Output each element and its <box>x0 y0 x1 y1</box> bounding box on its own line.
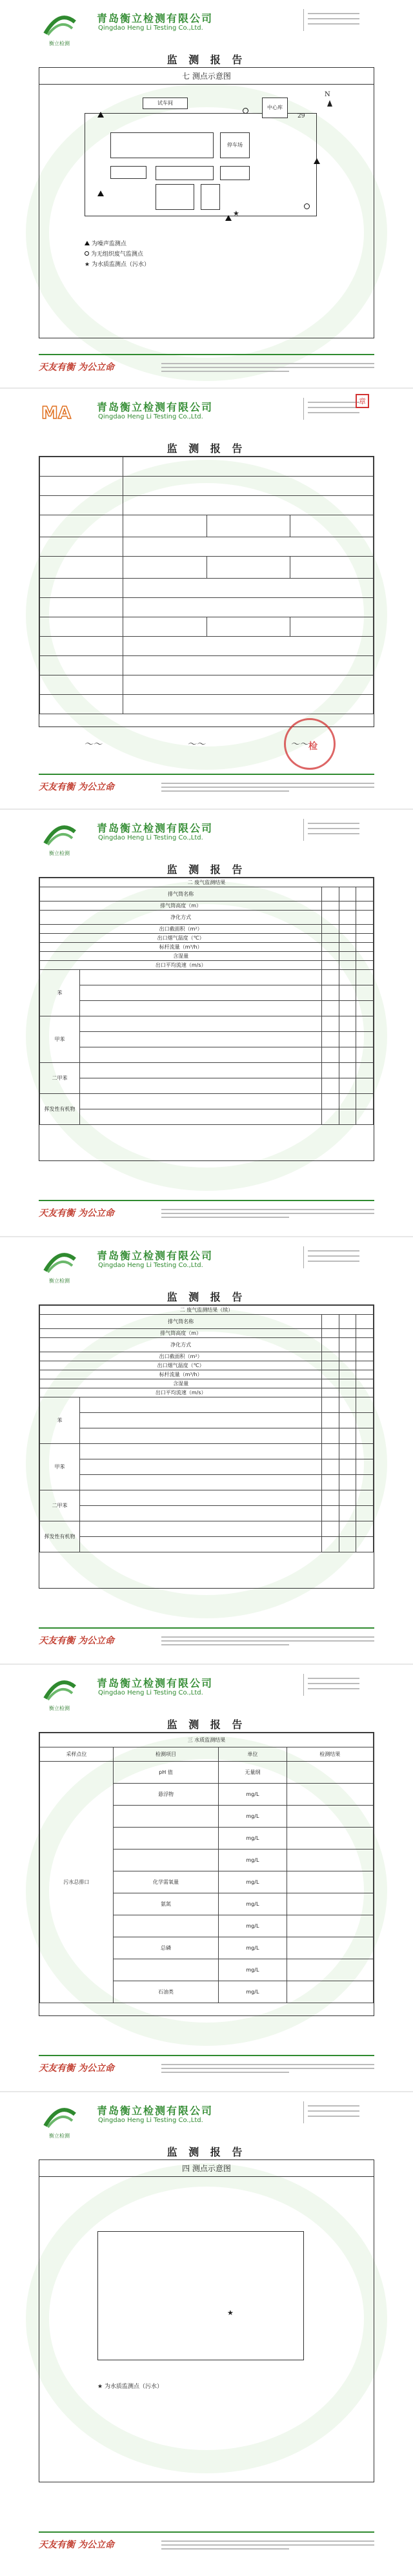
company-name-en: Qingdao Heng Li Testing Co.,Ltd. <box>98 413 203 420</box>
logo-icon <box>39 9 80 37</box>
company-logo <box>39 819 80 856</box>
company-name: 青岛衡立检测有限公司 <box>97 1677 214 1689</box>
page-footer <box>39 1627 374 1656</box>
company-logo <box>39 2101 80 2139</box>
map-building-8 <box>156 184 194 210</box>
north-arrow-icon <box>327 100 332 107</box>
footer-address <box>161 780 374 794</box>
content-frame <box>39 1732 374 2016</box>
sampling-point: 污水总排口 <box>40 1762 114 2003</box>
report-title: 监 测 报 告 <box>166 1291 247 1303</box>
footer-address <box>161 1206 374 1221</box>
report-title: 监 测 报 告 <box>166 863 247 876</box>
legend-item: ★ 为水质监测点（污水） <box>97 2384 163 2390</box>
page-footer <box>39 774 374 802</box>
footer-address <box>161 2061 374 2076</box>
footer-address <box>161 2538 374 2552</box>
gate-label: 29 <box>297 113 305 119</box>
footer-address <box>161 360 374 375</box>
cma-logo <box>39 398 80 431</box>
logo-text: 衡立检测 <box>49 1278 70 1284</box>
legend-item: ★ 为水质监测点（污水） <box>85 262 150 268</box>
page-header <box>39 1674 374 1713</box>
map-building-7 <box>220 166 250 180</box>
page-footer <box>39 2055 374 2083</box>
company-logo <box>39 1246 80 1284</box>
page-header <box>39 9 374 48</box>
map-building-1: 试车间 <box>143 98 188 109</box>
logo-text: 衡立检测 <box>49 850 70 856</box>
signature-2: 〜〜 <box>187 739 205 750</box>
map-building-5 <box>110 166 146 179</box>
svg-text:MA: MA <box>41 404 71 423</box>
section-title: 二 废气监测结果（续） <box>40 1306 374 1315</box>
report-page-6 <box>0 2092 413 2576</box>
content-frame <box>39 1304 374 1589</box>
gas-results-table-continued: 二 废气监测结果（续） 排气筒名称 排气筒高度（m） 净化方式 出口截面积（m²） 出口烟气温度（℃） 标杆流量（m³/h） 含湿量 出口平均流速（m/s） 苯 甲苯 二甲苯 挥发性有机物 <box>39 1305 374 1552</box>
stamp-mark: 章 <box>356 394 369 408</box>
content-frame <box>39 2159 374 2482</box>
page-header <box>39 819 374 858</box>
noise-point-marker <box>314 158 320 164</box>
site-map <box>85 91 330 223</box>
gas-results-table: 二 废气监测结果 排气筒名称 排气筒高度（m） 净化方式 出口截面积（m²） 出口烟气温度（℃） 标杆流量（m³/h） 含湿量 出口平均流速（m/s） 苯 甲苯 二甲苯 挥发性有机物 <box>39 878 374 1125</box>
company-logo <box>39 1674 80 1711</box>
page-footer <box>39 1200 374 1228</box>
page-header <box>39 2101 374 2140</box>
report-title: 监 测 报 告 <box>166 1718 247 1731</box>
page-footer <box>39 2531 374 2560</box>
logo-icon <box>39 2101 80 2130</box>
section-title: 四 测点示意图 <box>39 2160 374 2177</box>
company-logo <box>39 9 80 46</box>
map-legend <box>85 237 150 270</box>
map-building-3 <box>110 132 214 158</box>
circle-icon <box>85 251 89 256</box>
company-name: 青岛衡立检测有限公司 <box>97 1250 214 1262</box>
section-title: 三 水质监测结果 <box>40 1733 374 1747</box>
company-name-en: Qingdao Heng Li Testing Co.,Ltd. <box>98 25 203 32</box>
footer-slogan: 天友有衡 为公立命 <box>39 362 114 373</box>
star-icon: ★ <box>97 2384 103 2390</box>
logo-icon <box>39 819 80 847</box>
triangle-icon <box>85 241 90 245</box>
footer-slogan: 天友有衡 为公立命 <box>39 1208 114 1219</box>
report-title: 监 测 报 告 <box>166 54 247 66</box>
map-building-9 <box>201 184 220 210</box>
signature-3: 〜〜 <box>290 739 308 750</box>
footer-slogan: 天友有衡 为公立命 <box>39 2063 114 2074</box>
footer-slogan: 天友有衡 为公立命 <box>39 1636 114 1646</box>
content-frame <box>39 456 374 727</box>
footer-slogan: 天友有衡 为公立命 <box>39 2540 114 2550</box>
company-name: 青岛衡立检测有限公司 <box>97 2105 214 2117</box>
official-stamp: 检 <box>284 718 336 770</box>
content-frame <box>39 67 374 338</box>
company-name-en: Qingdao Heng Li Testing Co.,Ltd. <box>98 1262 203 1269</box>
report-page-3 <box>0 810 413 1236</box>
cma-icon <box>39 398 80 426</box>
noise-point-marker <box>97 191 104 196</box>
star-icon: ★ <box>85 262 90 268</box>
company-name-en: Qingdao Heng Li Testing Co.,Ltd. <box>98 2117 203 2124</box>
north-label: N <box>325 91 330 98</box>
page-footer <box>39 354 374 382</box>
logo-icon <box>39 1674 80 1702</box>
map-building-2: 中心库 <box>262 98 288 118</box>
signature-1: 〜〜 <box>84 739 102 750</box>
water-results-table: 三 水质监测结果 采样点位 检测项目 单位 检测结果 污水总排口 pH 值 无量纲 悬浮物 mg/L mg/L mg/L mg/L 化学需氧量 mg/L 氨氮 mg/L mg/L 总磷 mg/L mg/L 石油类 mg/L <box>39 1733 374 2003</box>
page-header <box>39 398 374 437</box>
company-name: 青岛衡立检测有限公司 <box>97 12 214 25</box>
gas-point-marker <box>304 203 310 209</box>
company-name-en: Qingdao Heng Li Testing Co.,Ltd. <box>98 1689 203 1696</box>
company-name: 青岛衡立检测有限公司 <box>97 401 214 413</box>
content-frame <box>39 877 374 1161</box>
logo-icon <box>39 1246 80 1275</box>
noise-point-marker <box>225 215 232 221</box>
noise-point-marker <box>97 112 104 118</box>
water-point-marker: ★ <box>233 209 239 218</box>
report-meta <box>303 2101 374 2123</box>
info-table <box>39 457 374 714</box>
section-title: 七 测点示意图 <box>39 68 374 85</box>
map-building-6 <box>156 166 214 180</box>
section-title: 二 废气监测结果 <box>40 878 374 887</box>
map-legend <box>97 2380 163 2392</box>
logo-text: 衡立检测 <box>49 41 70 46</box>
company-name: 青岛衡立检测有限公司 <box>97 822 214 834</box>
report-page-4 <box>0 1237 413 1664</box>
water-point-marker: ★ <box>227 2309 234 2317</box>
report-page-5 <box>0 1665 413 2091</box>
report-meta <box>303 1246 374 1268</box>
footer-slogan: 天友有衡 为公立命 <box>39 782 114 792</box>
legend-item: 为无组织废气监测点 <box>85 249 150 258</box>
legend-item: 为噪声监测点 <box>85 239 150 247</box>
report-meta <box>303 819 374 841</box>
page-header <box>39 1246 374 1285</box>
site-boundary <box>97 2231 304 2360</box>
report-meta <box>303 1674 374 1696</box>
report-title: 监 测 报 告 <box>166 442 247 455</box>
footer-address <box>161 1634 374 1648</box>
report-page-2 <box>0 389 413 809</box>
logo-text: 衡立检测 <box>49 1705 70 1711</box>
gas-point-marker <box>243 108 248 114</box>
company-name-en: Qingdao Heng Li Testing Co.,Ltd. <box>98 834 203 841</box>
map-building-4: 停车场 <box>220 132 250 158</box>
report-meta <box>303 9 374 31</box>
report-page-1 <box>0 0 413 387</box>
logo-text: 衡立检测 <box>49 2133 70 2139</box>
report-title: 监 测 报 告 <box>166 2146 247 2158</box>
